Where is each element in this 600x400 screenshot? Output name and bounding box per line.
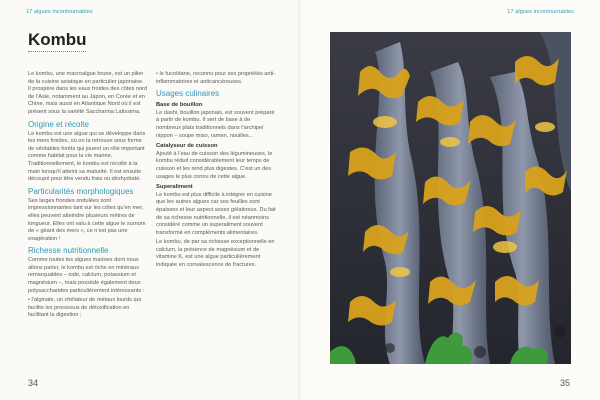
closing-paragraph: Le kombu, de par sa richesse exceptionnelle en calcium, la présence de magnésium et de vitamine K, est une algue particulièrement indiquée en convalescence de fractures. <box>156 239 275 269</box>
running-header-left: 17 algues incontournables <box>26 9 93 15</box>
subheading-superaliment: Superaliment <box>156 184 193 191</box>
subheading-bouillon: Base de bouillon <box>156 102 203 109</box>
running-header-right: 17 algues incontournables <box>507 9 574 15</box>
kombu-seaweed-illustration <box>330 32 571 364</box>
heading-origine: Origine et récolte <box>28 119 89 129</box>
heading-particularites: Particularités morphologiques <box>28 186 134 196</box>
text-column-2 <box>156 71 276 272</box>
heading-usages: Usages culinaires <box>156 89 220 99</box>
origine-paragraph: Le kombu est une algue qui se développe dans les mers froides, où on la retrouve sous forme de véritables forêts qui jouent un rôle important comme habitat pour la vie marine. Traditionnellement, le kombu est récolté à la main lorsqu’il atteint sa maturité. Il est ensuite découpé pour être vendu frais ou déshydraté. <box>28 130 146 183</box>
page-number-right: 35 <box>559 378 570 388</box>
superaliment-paragraph: Le kombu est plus difficile à intégrer en cuisine que les autres algues car ses feuilles sont épaisses et leur aspect assez gélatineux. Du fait de sa richesse nutritionnelle, il est néanmoins considéré comme un superaliment souvent transformé en compléments alimentaires. <box>156 191 276 236</box>
particularites-paragraph: Ses larges frondes ondulées sont impressionnantes tant sur les côtes qu’en mer, elles peuvent atteindre plusieurs mètres de longueur. Elles ont valu à cette algue le surnom de « géant des mers », ce n’est pas une exagération ! <box>28 197 146 242</box>
intro-paragraph: Le kombu, une macroalgue brune, est un pilier de la cuisine asiatique en particulier japonaise. Il prospère dans les eaux froides des côtes nord de l’Asie, notamment au Japon, en Corée et en Chine, mais aussi en Atlantique Nord où il est présent sous la variété Saccharina Latissima. <box>28 71 148 115</box>
catalyseur-paragraph: Ajouté à l’eau de cuisson des légumineuses, le kombu réduit considérablement leur temps de cuisson et les rend plus digestes. C’est un des usages le plus connu de cette algue. <box>156 150 273 180</box>
richesse-paragraph: Comme toutes les algues marines dont nous allons parler, le kombu est riche en minéraux remarquables – iode, calcium, potassium et magnésium –, mais possède également deux polysaccharides particulièrement intéressants : <box>28 257 145 294</box>
text-column-1 <box>28 71 148 322</box>
subheading-catalyseur: Catalyseur de cuisson <box>156 143 218 150</box>
page-number-left: 34 <box>28 378 39 388</box>
heading-richesse: Richesse nutritionnelle <box>28 246 109 256</box>
book-spine-shadow <box>298 0 302 400</box>
bullet-fucoidane: • le fucoïdane, reconnu pour ses propriétés anti-inflammatoires et anticancéreuses. <box>156 71 276 85</box>
kombu-photo <box>330 32 571 364</box>
title-underline <box>28 51 86 52</box>
page-title: Kombu <box>28 30 87 49</box>
bouillon-paragraph: Le dashi, bouillon japonais, est souvent préparé à partir de kombu. Il sert de base à de nombreux plats traditionnels dans l’archipel nippon – soupe miso, ramen, nouilles... <box>156 109 275 139</box>
richesse-bullet-alginate: • l’alginate, un chélateur de métaux lourds qui facilite les processus de détoxification en facilitant la digestion ; <box>28 297 141 319</box>
